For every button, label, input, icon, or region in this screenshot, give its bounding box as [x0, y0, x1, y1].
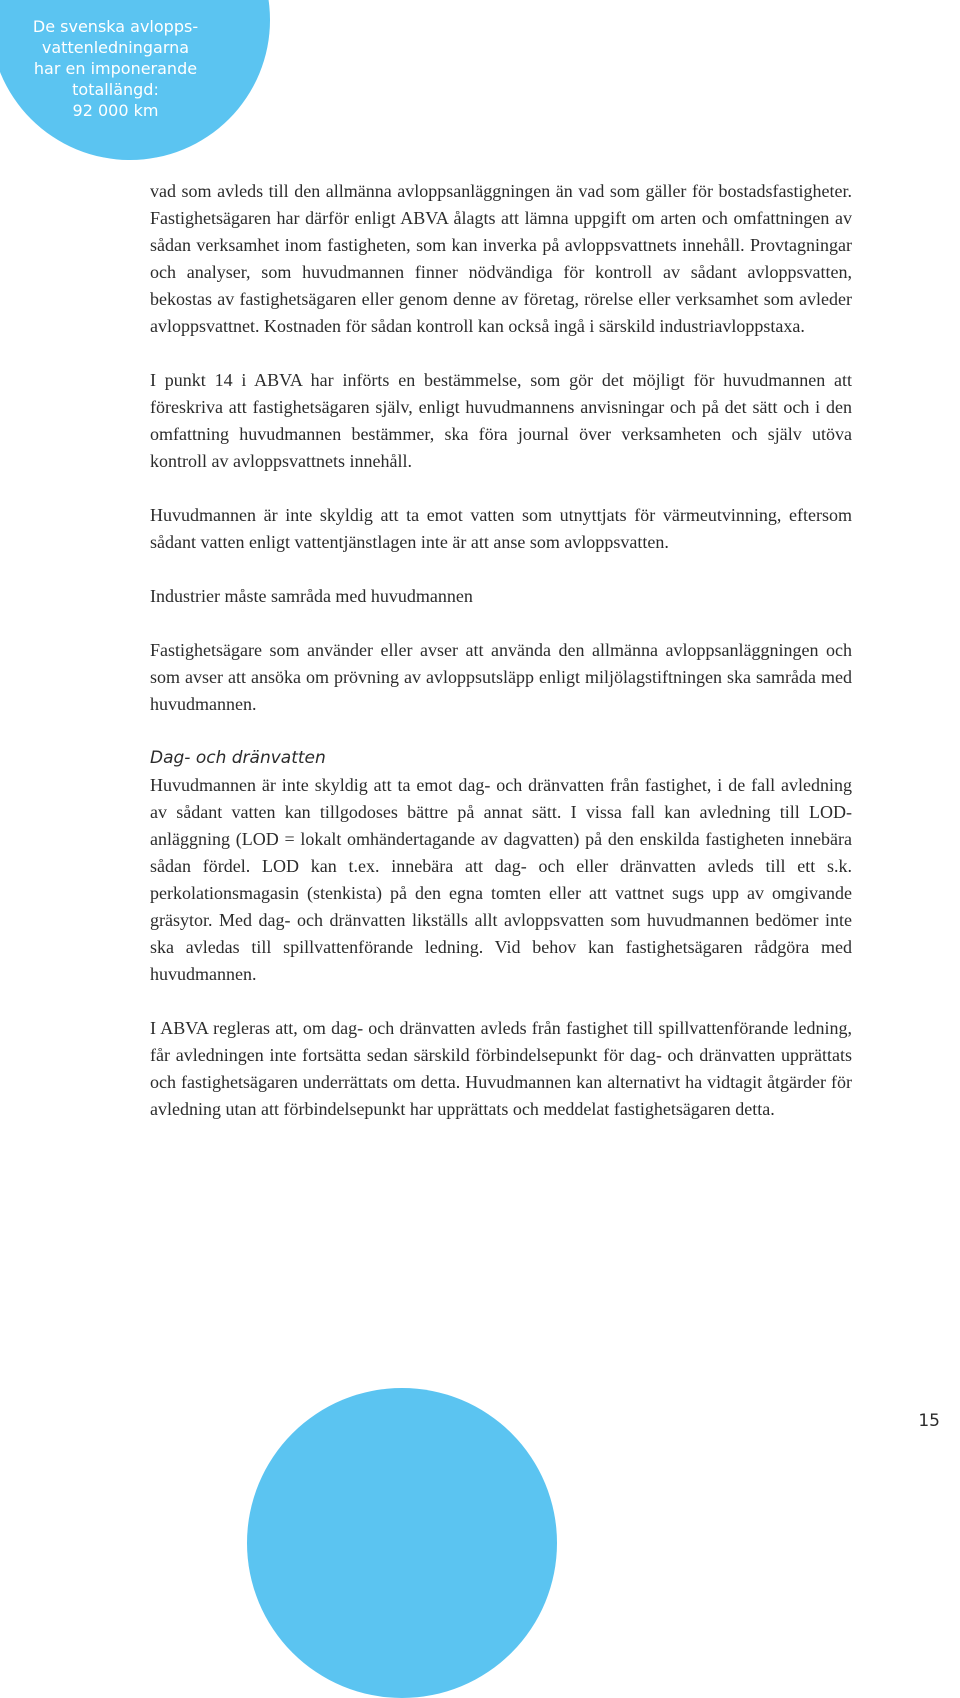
paragraph-abva-rules: I ABVA regleras att, om dag- och dränvatten avleds från fastighet till spillvattenförande ledning, får avledningen inte fortsätta sedan särskild förbindelsepunkt för dag- och dränvatten upprättats och fastighetsägaren underrättats om detta. Huvudmannen kan alternativt ha vidtagit åtgärder för avledning utan att förbindelsepunkt har upprättats och meddelat fastighetsägaren detta. — [150, 1018, 852, 1119]
paragraph-storm-water: Huvudmannen är inte skyldig att ta emot dag- och dränvatten från fastighet, i de fall avledning av sådant vatten kan tillgodoses bättre på annat sätt. I vissa fall kan avledning till LOD-anläggning (LOD = lokalt omhändertagande av dagvatten) på den enskilda fastigheten innebära sådan fördel. LOD kan t.ex. innebära att dag- och eller dränvatten avleds till ett s.k. perkolationsmagasin (stenkista) på den egna tomten eller att vattnet sugs upp av omgivande gräsytor. Med dag- och dränvatten likställs allt avloppsvatten som huvudmannen bedömer inte ska avledas till spillvattenförande ledning. Vid behov kan fastighetsägaren rådgöra med huvudmannen. — [150, 775, 852, 984]
callout-line: totallängd: — [72, 80, 159, 99]
section-heading: Dag- och dränvatten — [150, 748, 326, 768]
body-text — [150, 178, 852, 1123]
callout-line: 92 000 km — [72, 101, 159, 120]
paragraph-punkt-14: I punkt 14 i ABVA har införts en bestämmelse, som gör det möjligt för huvudmannen att föreskriva att fastighetsägaren själv, enligt huvudmannens anvisningar och på det sätt och i den omfattning huvudmannen bestämmer, ska föra journal över verksamheten och själv utöva kontroll av avloppsvattnets innehåll. — [150, 370, 852, 471]
paragraph-consultation: Fastighetsägare som använder eller avser att använda den allmänna avloppsanläggningen och som avser att ansöka om prövning av avloppsutsläpp enligt miljölagstiftningen ska samråda med huvudmannen. — [150, 640, 852, 714]
callout-line: De svenska avlopps- — [32, 17, 199, 36]
callout-line: vattenledningarna — [41, 38, 190, 57]
decorative-circle — [247, 1388, 557, 1698]
page-number: 15 — [918, 1411, 940, 1431]
paragraph-industry-subheading: Industrier måste samråda med huvudmannen — [150, 586, 473, 606]
callout-text — [18, 16, 213, 121]
paragraph-heat-recovery: Huvudmannen är inte skyldig att ta emot vatten som utnyttjats för värmeutvinning, eftersom sådant vatten enligt vattentjänstlagen inte är att anse som avloppsvatten. — [150, 505, 852, 552]
paragraph-analysis: vad som avleds till den allmänna avloppsanläggningen än vad som gäller för bostadsfastigheter. Fastighetsägaren har därför enligt ABVA ålagts att lämna uppgift om arten och omfattningen av sådan verksamhet inom fastigheten, som kan inverka på avloppsvattnets innehåll. Provtagningar och analyser, som huvudmannen finner nödvändiga för kontroll av sådant avloppsvatten, bekostas av fastighetsägaren eller genom denne av företag, rörelse eller verksamhet som avleder avloppsvattnet. Kostnaden för sådan kontroll kan också ingå i särskild industriavloppstaxa. — [150, 181, 852, 336]
callout-line: har en imponerande — [33, 59, 198, 78]
